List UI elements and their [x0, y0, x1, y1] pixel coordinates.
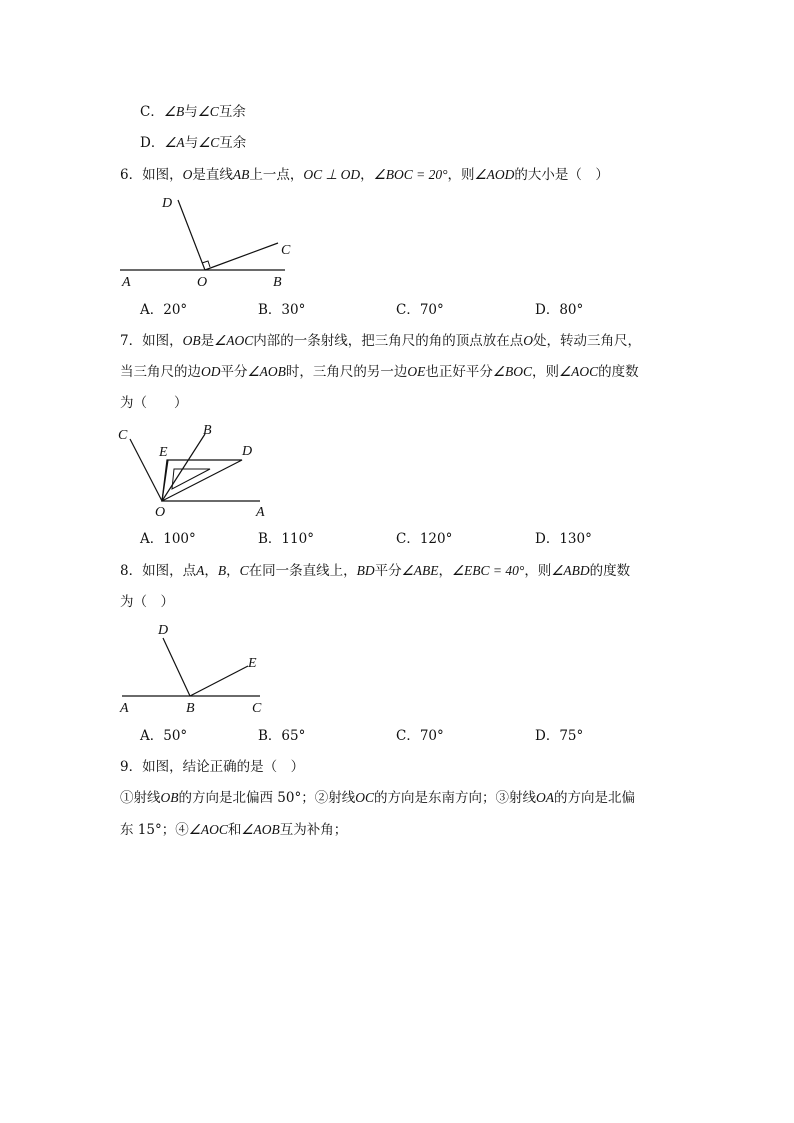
q8-options-3-key: D． [535, 728, 560, 744]
q9-OA: OA [536, 790, 554, 805]
ray-oc [130, 439, 162, 501]
q7-figure [110, 420, 280, 520]
q6-options-2-val: 70° [419, 302, 444, 318]
q6-aod: ∠AOD [474, 167, 515, 182]
label-c: C [118, 428, 128, 443]
q8-abe: ∠ABE [401, 563, 439, 578]
q8-option-d [535, 726, 583, 746]
q7-l2e: ，则 [531, 364, 559, 380]
q8-s2: ， [226, 563, 240, 579]
q9-s2a: 东 15°；④ [120, 822, 189, 838]
q8-options-0-key: A． [140, 728, 164, 744]
ray-be [190, 666, 248, 696]
q5-option-c [140, 102, 246, 122]
q5-opt_d-b: ∠C [198, 135, 220, 150]
q6-options-1-val: 30° [281, 302, 306, 318]
q8-s1: ， [204, 563, 218, 579]
q7-num: 7． [120, 333, 143, 349]
q5-opt_c-a: ∠B [163, 104, 185, 119]
q7-p4: 处，转动三角尺， [532, 333, 641, 349]
q7-options-0-key: A． [140, 531, 164, 547]
q7-option-a [140, 529, 196, 549]
q8-option-b [258, 726, 305, 746]
q6-stem [120, 165, 609, 185]
q6-AB: AB [232, 167, 250, 182]
q6-options-0-key: A． [140, 302, 164, 318]
q7-option-c [396, 529, 452, 549]
label-b: B [186, 701, 195, 716]
q6-options-3-val: 80° [559, 302, 584, 318]
q8-options-1-key: B． [258, 728, 282, 744]
q6-angle: ∠BOC = 20° [373, 167, 448, 182]
q7-aoc2: ∠AOC [558, 364, 599, 379]
q7-OE: OE [407, 364, 426, 379]
q6-figure [110, 190, 310, 295]
q8-p1: 如图，点 [142, 563, 197, 579]
ray-bd [163, 638, 190, 696]
q7-OD: OD [201, 364, 221, 379]
q9-s1a: ①射线 [120, 790, 161, 806]
q8-C: C [239, 563, 249, 578]
q7-stem-line2 [120, 362, 639, 382]
q7-boc: ∠BOC [492, 364, 532, 379]
ruler-edge-oe [162, 460, 168, 501]
q7-options-2-key: C． [396, 531, 420, 547]
q5-opt_d-tail: 互余 [219, 135, 247, 151]
q5-opt_c-b: ∠C [197, 104, 219, 119]
q5-option-d [140, 133, 246, 153]
q8-p2: 在同一条直线上， [248, 563, 357, 579]
q7-aoc: ∠AOC [214, 333, 254, 348]
triangle-ruler-outer [162, 460, 242, 501]
q8-option-c [396, 726, 444, 746]
label-d: D [242, 444, 253, 459]
ray-ob [162, 434, 205, 501]
q7-options-1-val: 110° [281, 531, 314, 547]
q9-s1b: 的方向是北偏西 50°；②射线 [178, 790, 356, 806]
q9-statements-line2 [120, 820, 347, 840]
label-e: E [248, 656, 257, 671]
q6-perp: OC ⊥ OD [303, 167, 361, 182]
q6-options-2-key: C． [396, 302, 420, 318]
label-o: O [155, 505, 166, 520]
q7-p2: 是 [200, 333, 215, 349]
q7-l3: 为（ ） [120, 395, 188, 411]
q8-options-1-val: 65° [281, 728, 306, 744]
label-d: D [162, 196, 173, 211]
q6-options-1-key: B． [258, 302, 282, 318]
q6-p2: 是直线 [192, 167, 233, 183]
q7-stem-line3 [120, 393, 188, 413]
label-c: C [281, 243, 291, 258]
q7-l2f: 的度数 [598, 364, 639, 380]
q7-l2a: 当三角尺的边 [120, 364, 201, 380]
q8-num: 8． [120, 563, 143, 579]
q7-options-2-val: 120° [419, 531, 453, 547]
q6-p5: ，则 [447, 167, 475, 183]
q8-BD: BD [356, 563, 375, 578]
label-b: B [273, 275, 282, 290]
q5-opt_d-mid: 与 [184, 135, 199, 151]
q8-options-2-key: C． [396, 728, 420, 744]
q6-p6: 的大小是（ ） [514, 167, 609, 183]
q9-num: 9． [120, 759, 143, 775]
ray-od [178, 200, 205, 270]
q6-options-0-val: 20° [163, 302, 188, 318]
q6-option-c [396, 300, 444, 320]
q8-stem-line2 [120, 592, 174, 612]
q8-abd: ∠ABD [551, 563, 590, 578]
q8-p3: 平分 [374, 563, 402, 579]
q9-stem: 如图，结论正确的是（ ） [142, 759, 305, 775]
q7-stem-line1 [120, 331, 641, 351]
q6-O: O [182, 167, 193, 182]
label-a: A [256, 505, 265, 520]
q7-OB: OB [182, 333, 201, 348]
q9-aoc: ∠AOC [188, 822, 228, 837]
q7-l2b: 平分 [220, 364, 248, 380]
q5-opt_c-tail: 互余 [218, 104, 246, 120]
q8-B: B [217, 563, 227, 578]
q8-options-0-val: 50° [163, 728, 188, 744]
q7-l2c: 时，三角尺的另一边 [285, 364, 408, 380]
q7-options-3-key: D． [535, 531, 560, 547]
label-e: E [159, 445, 168, 460]
q7-options-1-key: B． [258, 531, 282, 547]
q9-OC: OC [355, 790, 374, 805]
q6-p4: ， [360, 167, 374, 183]
label-a: A [120, 701, 129, 716]
q6-p3: 上一点， [249, 167, 304, 183]
q6-option-a [140, 300, 187, 320]
q8-option-a [140, 726, 187, 746]
q8-l2: 为（ ） [120, 594, 174, 610]
q7-p1: 如图， [142, 333, 183, 349]
q6-options-3-key: D． [535, 302, 560, 318]
label-o: O [197, 275, 208, 290]
q8-ebc: ∠EBC = 40° [451, 563, 525, 578]
q7-options-3-val: 130° [559, 531, 592, 547]
label-c: C [252, 701, 262, 716]
q9-s2c: 互为补角； [279, 822, 348, 838]
q9-stem [120, 757, 304, 777]
q9-aob: ∠AOB [241, 822, 280, 837]
q7-l2d: 也正好平分 [425, 364, 493, 380]
q6-option-d [535, 300, 583, 320]
q9-statements-line1 [120, 788, 635, 808]
q7-options-0-val: 100° [163, 531, 196, 547]
label-d: D [158, 623, 169, 638]
q5-opt_c-key: C． [140, 104, 164, 120]
q6-p1: 如图， [142, 167, 183, 183]
q7-O: O [523, 333, 533, 348]
q7-aob: ∠AOB [247, 364, 286, 379]
q8-p4: ， [438, 563, 452, 579]
q8-p6: 的度数 [589, 563, 631, 579]
q5-opt_c-mid: 与 [184, 104, 198, 120]
q6-option-b [258, 300, 305, 320]
ray-oc [205, 243, 278, 270]
label-b: B [203, 423, 212, 438]
q8-stem-line1 [120, 561, 630, 581]
q8-options-2-val: 70° [419, 728, 444, 744]
q8-A: A [196, 563, 205, 578]
q9-OB: OB [160, 790, 179, 805]
q9-s1d: 的方向是北偏 [554, 790, 635, 806]
q5-opt_d-a: ∠A [164, 135, 185, 150]
label-a: A [122, 275, 131, 290]
q8-p5: ，则 [524, 563, 552, 579]
q6-num: 6． [120, 167, 143, 183]
q8-figure [110, 618, 280, 718]
q7-option-b [258, 529, 314, 549]
q9-s1c: 的方向是东南方向；③射线 [374, 790, 536, 806]
q8-options-3-val: 75° [559, 728, 584, 744]
q9-s2b: 和 [227, 822, 242, 838]
q7-option-d [535, 529, 592, 549]
q7-p3: 内部的一条射线，把三角尺的角的顶点放在点 [253, 333, 524, 349]
q5-opt_d-key: D． [140, 135, 165, 151]
